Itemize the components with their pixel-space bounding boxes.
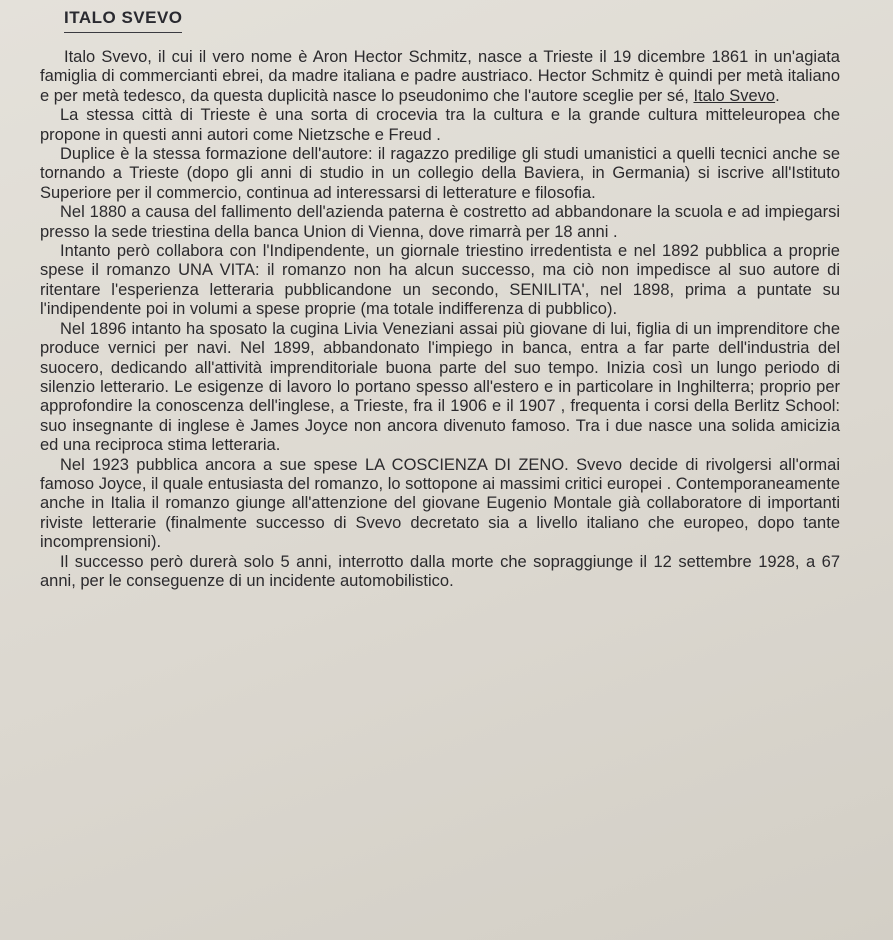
paragraph-intro-text: Italo Svevo, il cui il vero nome è Aron Hector Schmitz, nasce a Trieste il 19 dicembre 1861 in un'agiata famiglia di commercianti ebrei, da madre italiana e padre austriaco. Hector Schmitz è quindi per metà italiano e per metà tedesco, da questa duplicità nasce lo pseudonimo che l'autore sceglie per sé,	[40, 48, 840, 105]
document-title: ITALO SVEVO	[64, 8, 183, 27]
paragraph-romanzi: Intanto però collabora con l'Indipendente, un giornale triestino irredentista e nel 1892 pubblica a proprie spese il romanzo UNA VITA: il romanzo non ha alcun successo, ma ciò non impedisce al suo autore di ritentare l'esperienza letteraria pubblicandone un secondo, SENILITA', nel 1898, prima a puntate su l'indipendente poi in volumi a spese proprie (ma totale indifferenza di pubblico).	[40, 242, 840, 319]
paragraph-morte: Il successo però durerà solo 5 anni, interrotto dalla morte che sopraggiunge il 12 settembre 1928, a 67 anni, per le conseguenze di un incidente automobilistico.	[40, 552, 840, 590]
pseudonym-underlined: Italo Svevo	[693, 86, 776, 105]
paragraph-formazione: Duplice è la stessa formazione dell'autore: il ragazzo predilige gli studi umanistici a quelli tecnici anche se tornando a Trieste (dopo gli anni di studio in un collegio della Baviera, in Germania) si iscrive all'Istituto Superiore per il commercio, continua ad interessarsi di letterature e filosofia.	[40, 145, 840, 202]
paragraph-coscienza: Nel 1923 pubblica ancora a sue spese LA COSCIENZA DI ZENO. Svevo decide di rivolgersi all'ormai famoso Joyce, il quale entusiasta del romanzo, lo sottopone ai massimi critici europei . Contemporaneamente anche in Italia il romanzo giunge all'attenzione del giovane Eugenio Montale già collaboratore di importanti riviste letterarie (finalmente successo di Svevo decretato sia a livello italiano che europeo, dopo tante incomprensioni).	[40, 455, 840, 552]
document-body	[40, 48, 840, 591]
paragraph-intro-end: .	[775, 86, 780, 105]
paragraph-intro	[40, 48, 840, 106]
paragraph-matrimonio: Nel 1896 intanto ha sposato la cugina Livia Veneziani assai più giovane di lui, figlia di un imprenditore che produce vernici per navi. Nel 1899, abbandonato l'impiego in banca, entra a far parte dell'industria del suocero, dedicando all'attività imprenditoriale buona parte del suo tempo. Inizia così un lungo periodo di silenzio letterario. Le esigenze di lavoro lo portano spesso all'estero e in particolare in Inghilterra; proprio per approfondire la conoscenza dell'inglese, a Trieste, fra il 1906 e il 1907 , frequenta i corsi della Berlitz School: suo insegnante di inglese è James Joyce non ancora divenuto famoso. Tra i due nasce una solida amicizia ed una reciproca stima letteraria.	[40, 319, 840, 455]
paragraph-banca: Nel 1880 a causa del fallimento dell'azienda paterna è costretto ad abbandonare la scuola e ad impiegarsi presso la sede triestina della banca Union di Vienna, dove rimarrà per 18 anni .	[40, 203, 840, 241]
title-underline	[64, 32, 182, 33]
paragraph-trieste: La stessa città di Trieste è una sorta di crocevia tra la cultura e la grande cultura mitteleuropea che propone in questi anni autori come Nietzsche e Freud .	[40, 106, 840, 144]
